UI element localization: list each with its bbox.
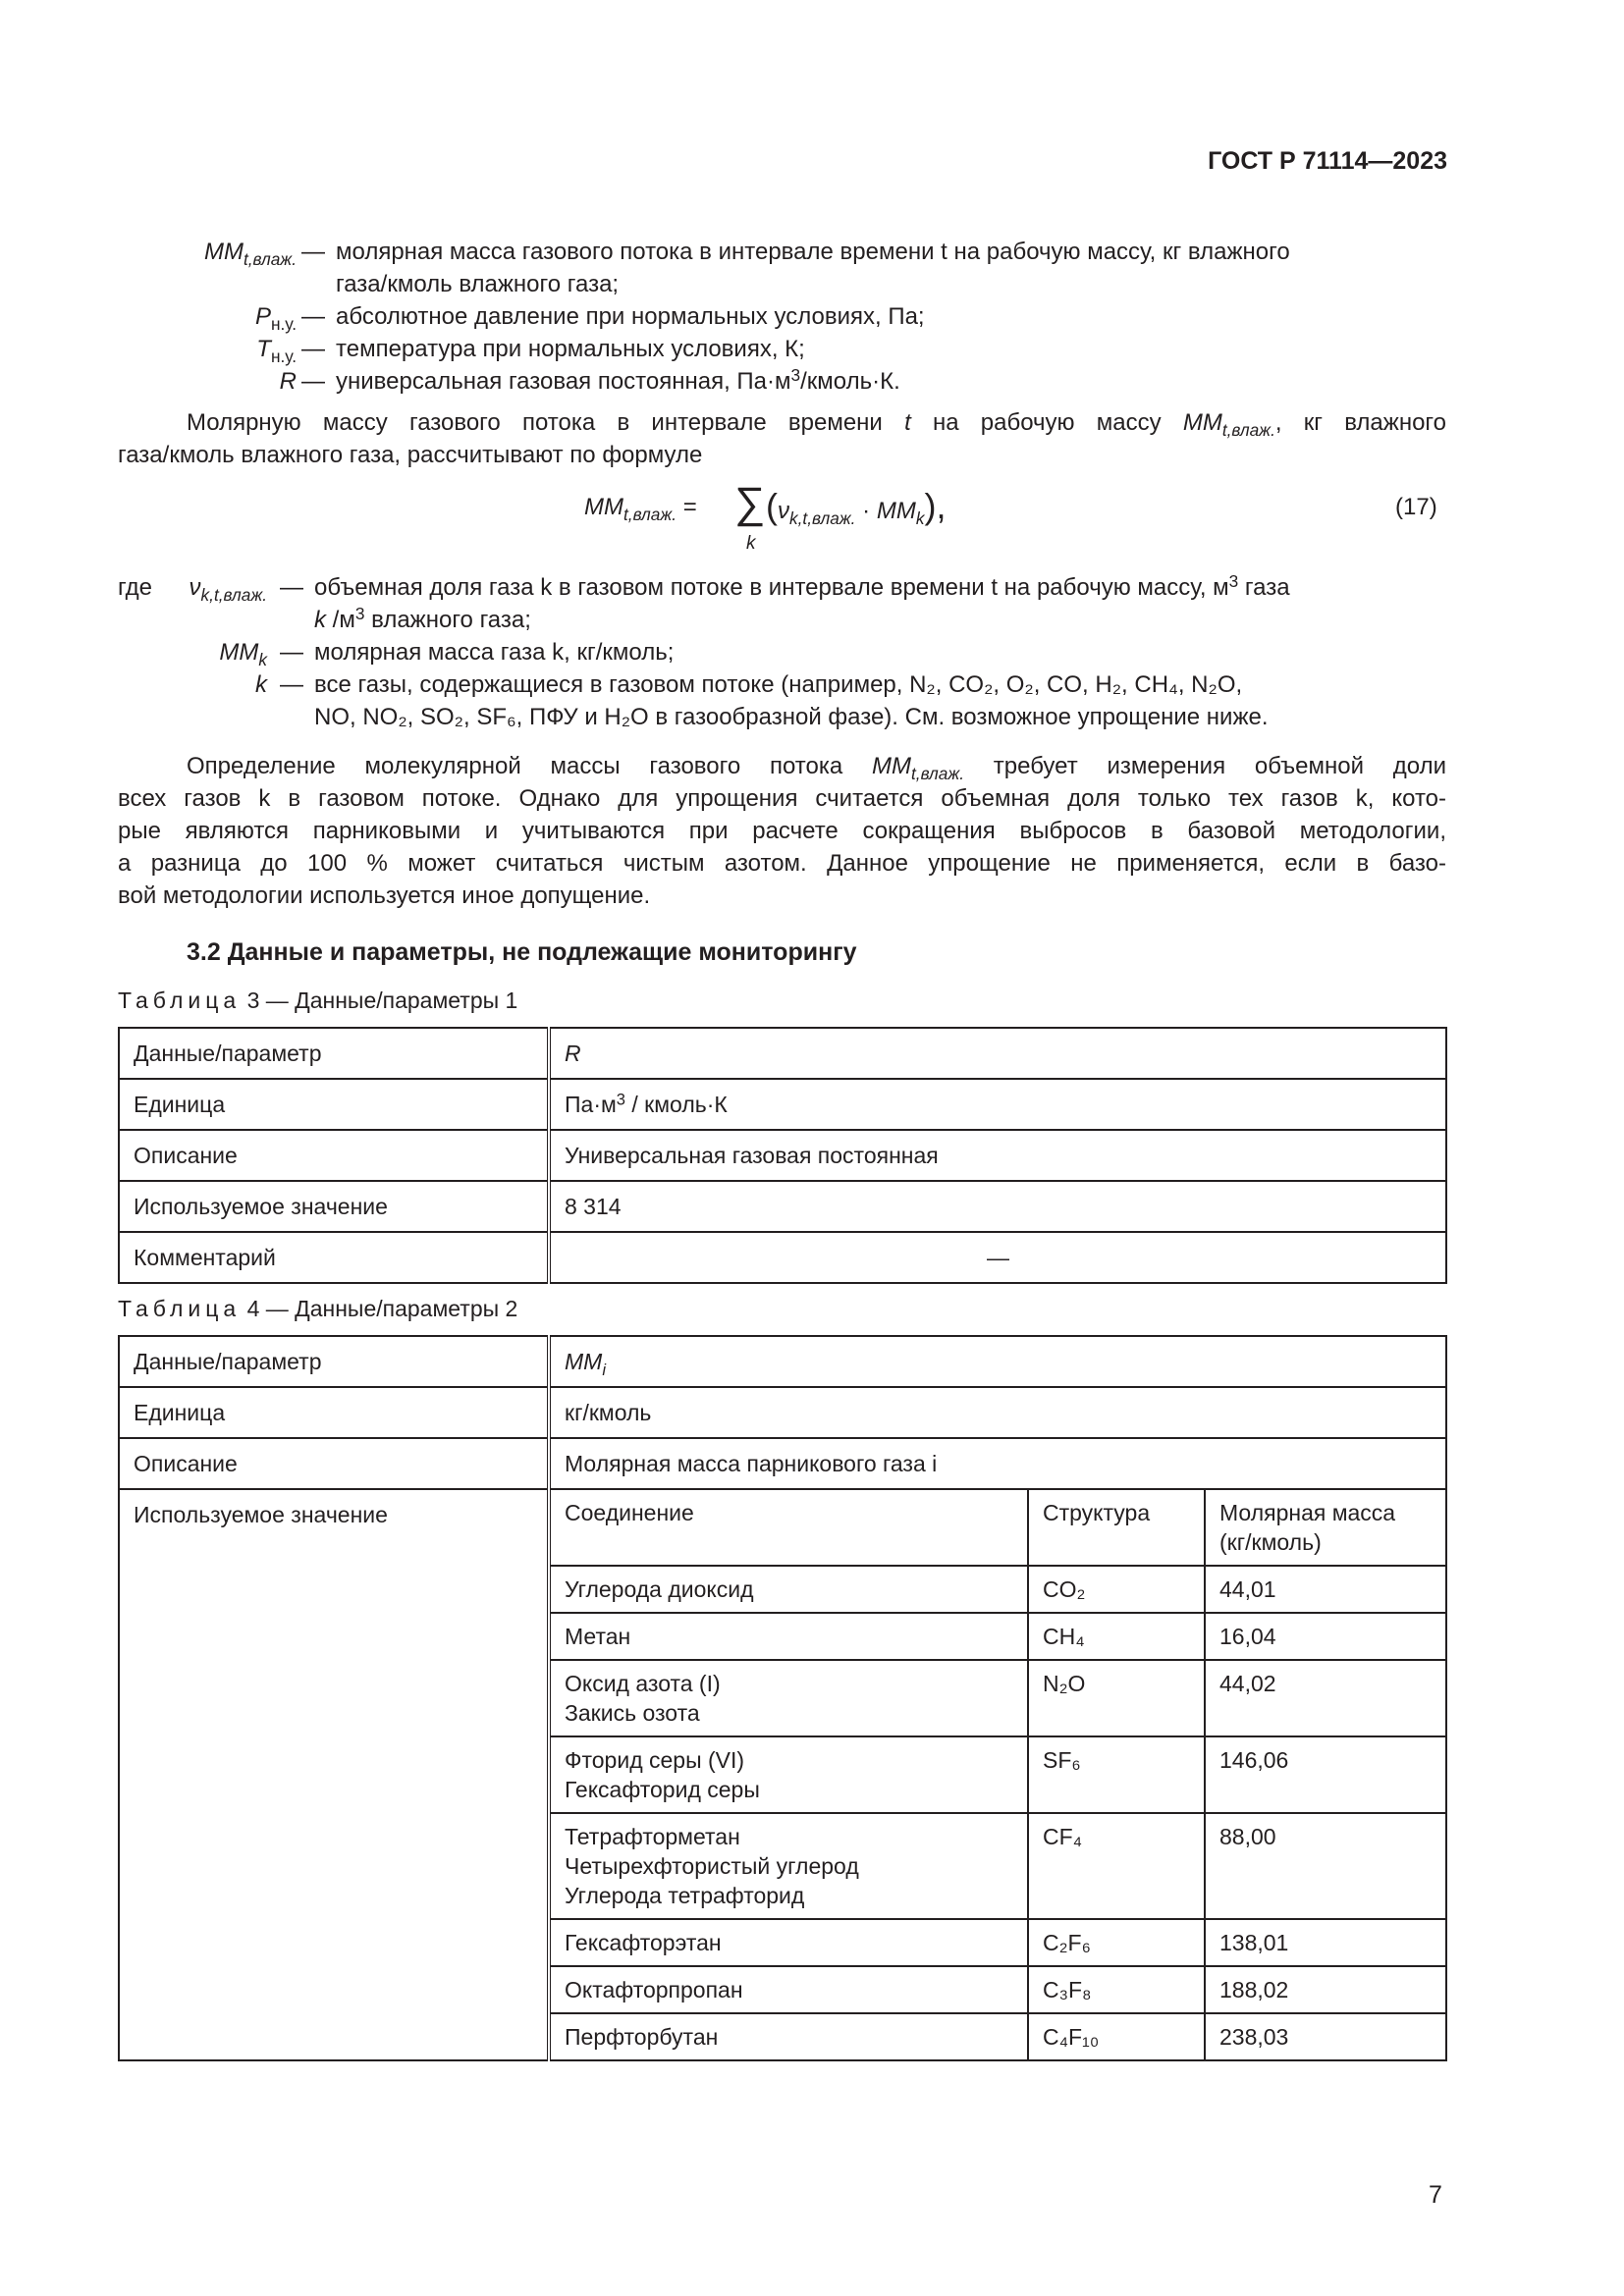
paragraph-simplification-line5: вой методологии используется иное допущение. (118, 882, 651, 909)
compound-name-line: Закись озота (565, 1700, 700, 1726)
compound-formula: N₂O (1028, 1660, 1205, 1736)
paragraph-simplification-line2: всех газов k в газовом потоке. Однако для упрощения считается объемная доля только тех газов k, кото- (118, 785, 1446, 812)
compound-name (551, 1660, 1028, 1736)
row-value: $MM_i$ (549, 1336, 1446, 1387)
row-label: Комментарий (119, 1232, 549, 1283)
table-row (119, 1130, 1446, 1181)
definition-dash: — (280, 639, 303, 666)
compound-formula: C₂F₆ (1028, 1919, 1205, 1966)
table-row (119, 1028, 1446, 1079)
formula-lhs: $MM_{t,влаж.}$ = (584, 494, 697, 525)
row-label: Единица (119, 1387, 549, 1438)
table-row (119, 1438, 1446, 1489)
compound-mass: 44,01 (1205, 1566, 1445, 1613)
compound-formula: CH₄ (1028, 1613, 1205, 1660)
where-word: где (118, 574, 153, 601)
compound-name-line: Фторид серы (VI) (565, 1747, 745, 1773)
row-label: Описание (119, 1130, 549, 1181)
compound-row (551, 2013, 1445, 2059)
term-r: R (279, 368, 297, 395)
term-p-nu: $P_{н.у.}$ (254, 303, 297, 335)
definition-text: молярная масса газового потока в интервале времени t на рабочую массу, кг влажного (336, 239, 1290, 265)
definition-text: универсальная газовая постоянная, $Па\cdot м^3/кмоль\cdot К$. (336, 365, 900, 395)
formula-rhs: $(\nu_{k,t,влаж.} \cdot MM_k)$, (766, 486, 947, 529)
compound-name: Метан (551, 1613, 1028, 1660)
formula-number: (17) (1395, 494, 1437, 520)
compound-row (551, 1566, 1445, 1613)
compound-mass: 138,01 (1205, 1919, 1445, 1966)
compound-formula: C₃F₈ (1028, 1966, 1205, 2013)
compound-mass: 16,04 (1205, 1613, 1445, 1660)
table-row (119, 1079, 1446, 1130)
row-label: Описание (119, 1438, 549, 1489)
term-k: k (255, 671, 267, 698)
row-value: — (549, 1232, 1446, 1283)
definition-dash: — (301, 239, 325, 265)
compound-row (551, 1613, 1445, 1660)
compound-mass: 88,00 (1205, 1813, 1445, 1919)
compound-row (551, 1660, 1445, 1736)
table-row (119, 1387, 1446, 1438)
compound-row (551, 1813, 1445, 1919)
compound-mass: 44,02 (1205, 1660, 1445, 1736)
paragraph-intro-line1: Молярную массу газового потока в интервале времени t на рабочую массу $MM_{t,влаж.}$, кг влажного (187, 409, 1447, 441)
compound-mass: 146,06 (1205, 1736, 1445, 1813)
row-value: R (549, 1028, 1446, 1079)
compound-name (551, 1813, 1028, 1919)
definition-dash: — (280, 671, 303, 698)
definition-text: все газы, содержащиеся в газовом потоке (например, N₂, CO₂, O₂, CO, H₂, CH₄, N₂O, (314, 671, 1243, 698)
definition-dash: — (301, 368, 325, 395)
compound-formula: CF₄ (1028, 1813, 1205, 1919)
compound-name-line: Углерода тетрафторид (565, 1883, 805, 1908)
table3-caption: Таблица 3 — Данные/параметры 1 (118, 988, 518, 1013)
compound-formula: C₄F₁₀ (1028, 2013, 1205, 2059)
compound-name: Углерода диоксид (551, 1566, 1028, 1613)
compound-formula: CO₂ (1028, 1566, 1205, 1613)
row-label: Используемое значение (119, 1489, 549, 2060)
sum-symbol: ∑ (734, 479, 766, 527)
definitions-block-1 (0, 236, 1624, 393)
definition-text: газа/кмоль влажного газа; (336, 271, 620, 297)
table-4 (118, 1335, 1447, 2061)
compound-name: Перфторбутан (551, 2013, 1028, 2059)
compound-name: Октафторпропан (551, 1966, 1028, 2013)
compound-header-row (551, 1490, 1445, 1566)
term-t-nu: $T_{н.у.}$ (256, 336, 297, 367)
row-value: кг/кмоль (549, 1387, 1446, 1438)
compound-name-line: Четырехфтористый углерод (565, 1853, 859, 1879)
definition-text: температура при нормальных условиях, К; (336, 336, 805, 362)
compound-name-line: Гексафторид серы (565, 1777, 760, 1802)
row-value: $Па\cdot м^3$ / кмоль·К (549, 1079, 1446, 1130)
definition-text: молярная масса газа k, кг/кмоль; (314, 639, 675, 666)
row-label: Единица (119, 1079, 549, 1130)
row-label: Используемое значение (119, 1181, 549, 1232)
definition-text: объемная доля газа k в газовом потоке в интервале времени t на рабочую массу, $м^3$ газа (314, 571, 1290, 601)
definition-dash: — (301, 303, 325, 330)
compound-name (551, 1736, 1028, 1813)
document-number: ГОСТ Р 71114—2023 (1208, 147, 1447, 175)
row-value: Молярная масса парникового газа i (549, 1438, 1446, 1489)
row-value: 8 314 (549, 1181, 1446, 1232)
compound-table (551, 1490, 1445, 2059)
header-structure: Структура (1028, 1490, 1205, 1566)
paragraph-intro-line2: газа/кмоль влажного газа, рассчитывают по формуле (118, 442, 703, 468)
compound-mass: 238,03 (1205, 2013, 1445, 2059)
term-mm-k: $MM_k$ (219, 639, 267, 670)
compound-name-line: Оксид азота (I) (565, 1671, 721, 1696)
table-row (119, 1336, 1446, 1387)
row-value: Универсальная газовая постоянная (549, 1130, 1446, 1181)
definition-text: k $/м^3$ влажного газа; (314, 604, 531, 633)
row-value (549, 1489, 1446, 2060)
compound-row (551, 1966, 1445, 2013)
paragraph-simplification-line3: рые являются парниковыми и учитываются при расчете сокращения выбросов в базовой методологии, (118, 818, 1446, 844)
compound-mass: 188,02 (1205, 1966, 1445, 2013)
row-label: Данные/параметр (119, 1336, 549, 1387)
definition-dash: — (280, 574, 303, 601)
table4-caption: Таблица 4 — Данные/параметры 2 (118, 1296, 518, 1321)
table-row (119, 1489, 1446, 2060)
table-row (119, 1181, 1446, 1232)
definition-dash: — (301, 336, 325, 362)
row-label: Данные/параметр (119, 1028, 549, 1079)
compound-name: Гексафторэтан (551, 1919, 1028, 1966)
header-compound: Соединение (565, 1500, 694, 1525)
compound-row (551, 1919, 1445, 1966)
section-title: 3.2 Данные и параметры, не подлежащие мониторингу (187, 938, 857, 966)
table-row (119, 1232, 1446, 1283)
sum-index: k (746, 533, 756, 554)
compound-name-line: Тетрафторметан (565, 1824, 740, 1849)
page-number: 7 (1429, 2181, 1442, 2209)
definition-text: абсолютное давление при нормальных условиях, Па; (336, 303, 925, 330)
paragraph-simplification-line1: Определение молекулярной массы газового потока $MM_{t,влаж.}$ требует измерения объемной доли (187, 753, 1446, 784)
term-nu: $\nu_{k,t,влаж.}$ (189, 574, 267, 606)
table-3 (118, 1027, 1447, 1284)
paragraph-simplification-line4: а разница до 100 % может считаться чистым азотом. Данное упрощение не применяется, если в базо- (118, 850, 1446, 877)
definitions-block-2 (0, 571, 1624, 748)
term-mm-t: $MM_{t,влаж.}$ (203, 239, 297, 270)
definition-text: NO, NO₂, SO₂, SF₆, ПФУ и H₂O в газообразной фазе). См. возможное упрощение ниже. (314, 704, 1269, 730)
compound-formula: SF₆ (1028, 1736, 1205, 1813)
header-molar-mass: Молярная масса (кг/кмоль) (1205, 1490, 1445, 1566)
compound-row (551, 1736, 1445, 1813)
formula-17 (0, 479, 1624, 564)
